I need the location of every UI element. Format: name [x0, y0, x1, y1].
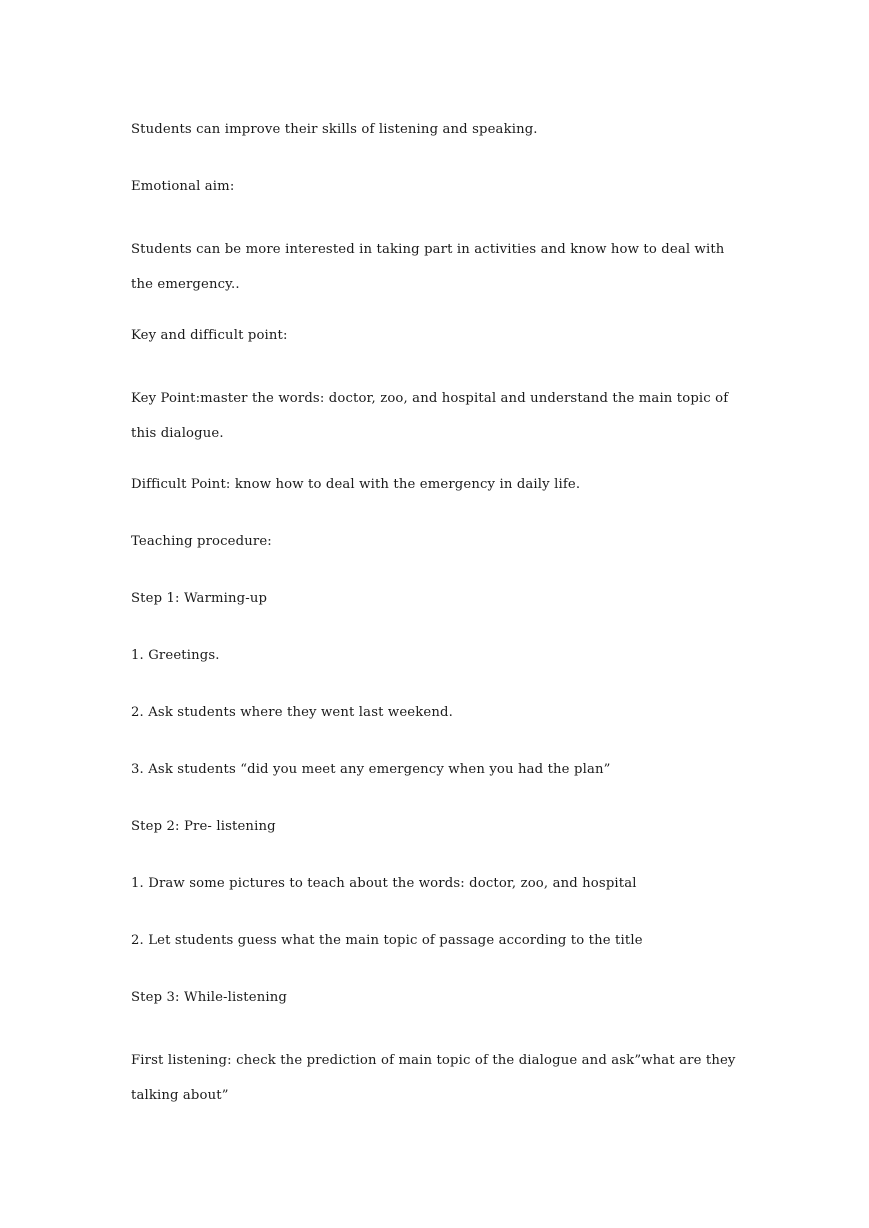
paragraph-difficult-point: Difficult Point: know how to deal with the emergency in daily life.	[131, 477, 581, 492]
paragraph-skills: Students can improve their skills of listening and speaking.	[131, 122, 538, 137]
heading-emotional-aim: Emotional aim:	[131, 179, 235, 194]
heading-step-3: Step 3: While-listening	[131, 990, 287, 1005]
list-item-draw-pictures: 1. Draw some pictures to teach about the words: doctor, zoo, and hospital	[131, 876, 637, 891]
paragraph-key-point: Key Point:master the words: doctor, zoo, and hospital and understand the main topic of this dialogue.	[131, 391, 729, 441]
paragraph-first-listening: First listening: check the prediction of main topic of the dialogue and ask”what are they talking about”	[131, 1053, 736, 1103]
list-item-greetings: 1. Greetings.	[131, 648, 220, 663]
list-item-ask-emergency: 3. Ask students “did you meet any emergency when you had the plan”	[131, 762, 611, 777]
heading-step-2: Step 2: Pre- listening	[131, 819, 276, 834]
heading-step-1: Step 1: Warming-up	[131, 591, 268, 606]
document-body	[131, 118, 741, 1135]
paragraph-emotional-aim: Students can be more interested in taking part in activities and know how to deal with the emergency..	[131, 242, 725, 292]
list-item-guess-topic: 2. Let students guess what the main topic of passage according to the title	[131, 933, 643, 948]
heading-teaching-procedure: Teaching procedure:	[131, 534, 272, 549]
list-item-ask-weekend: 2. Ask students where they went last weekend.	[131, 705, 453, 720]
heading-key-difficult-point: Key and difficult point:	[131, 328, 288, 343]
